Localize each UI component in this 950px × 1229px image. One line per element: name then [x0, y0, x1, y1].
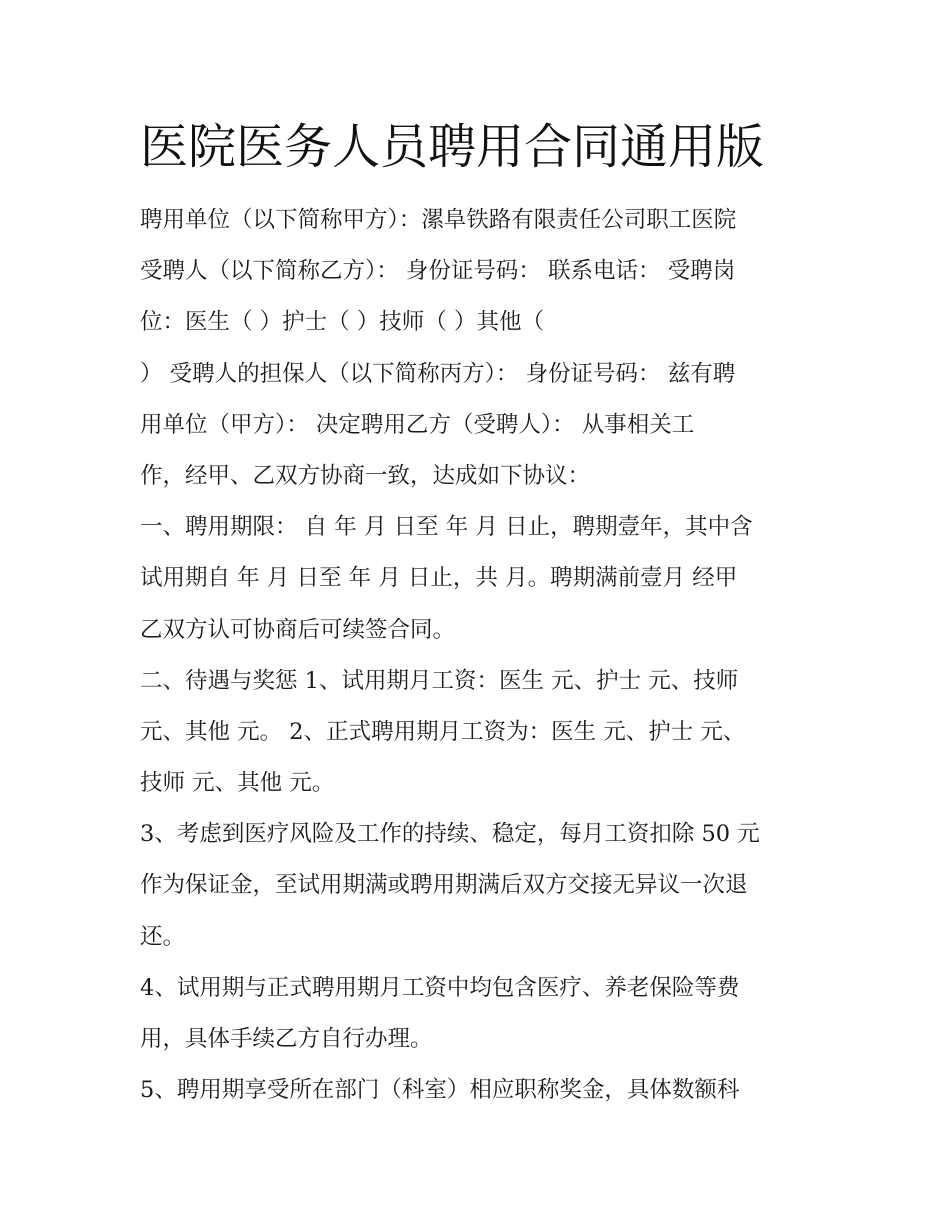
body-line: 位：医生（ ）护士（ ）技师（ ）其他（ — [140, 309, 544, 336]
body-line: 试用期自 年 月 日至 年 月 日止，共 月。聘期满前壹月 经甲 — [140, 565, 738, 592]
body-line: 作为保证金，至试用期满或聘用期满后双方交接无异议一次退 — [140, 872, 748, 899]
body-line: 受聘人（以下简称乙方）： 身份证号码： 联系电话： 受聘岗 — [140, 258, 736, 285]
body-line: 5、聘用期享受所在部门（科室）相应职称奖金，具体数额科 — [140, 1077, 740, 1104]
body-line: 元、其他 元。 2、正式聘用期月工资为：医生 元、护士 元、 — [140, 718, 746, 745]
body-line: 用，具体手续乙方自行办理。 — [140, 1026, 433, 1052]
body-line: 4、试用期与正式聘用期月工资中均包含医疗、养老保险等费 — [140, 974, 740, 1001]
body-line: 二、待遇与奖惩 1、试用期月工资：医生 元、护士 元、技师 — [140, 667, 739, 694]
body-line: 技师 元、其他 元。 — [140, 770, 335, 797]
body-line: ） 受聘人的担保人（以下简称丙方）： 身份证号码： 兹有聘 — [140, 360, 736, 387]
body-line: 还。 — [140, 923, 186, 950]
body-line: 一、聘用期限： 自 年 月 日至 年 月 日止，聘期壹年，其中含 — [140, 514, 753, 541]
body-line: 3、考虑到医疗风险及工作的持续、稳定，每月工资扣除 50 元 — [140, 821, 760, 848]
body-line: 乙双方认可协商后可续签合同。 — [140, 616, 456, 643]
document-title: 医院医务人员聘用合同通用版 — [140, 119, 765, 175]
body-line: 聘用单位（以下简称甲方）：漯阜铁路有限责任公司职工医院 — [140, 207, 737, 233]
body-line: 作，经甲、乙双方协商一致，达成如下协议： — [140, 462, 591, 489]
document-body — [140, 195, 820, 1116]
body-line: 用单位（甲方）： 决定聘用乙方（受聘人）： 从事相关工 — [140, 411, 695, 438]
